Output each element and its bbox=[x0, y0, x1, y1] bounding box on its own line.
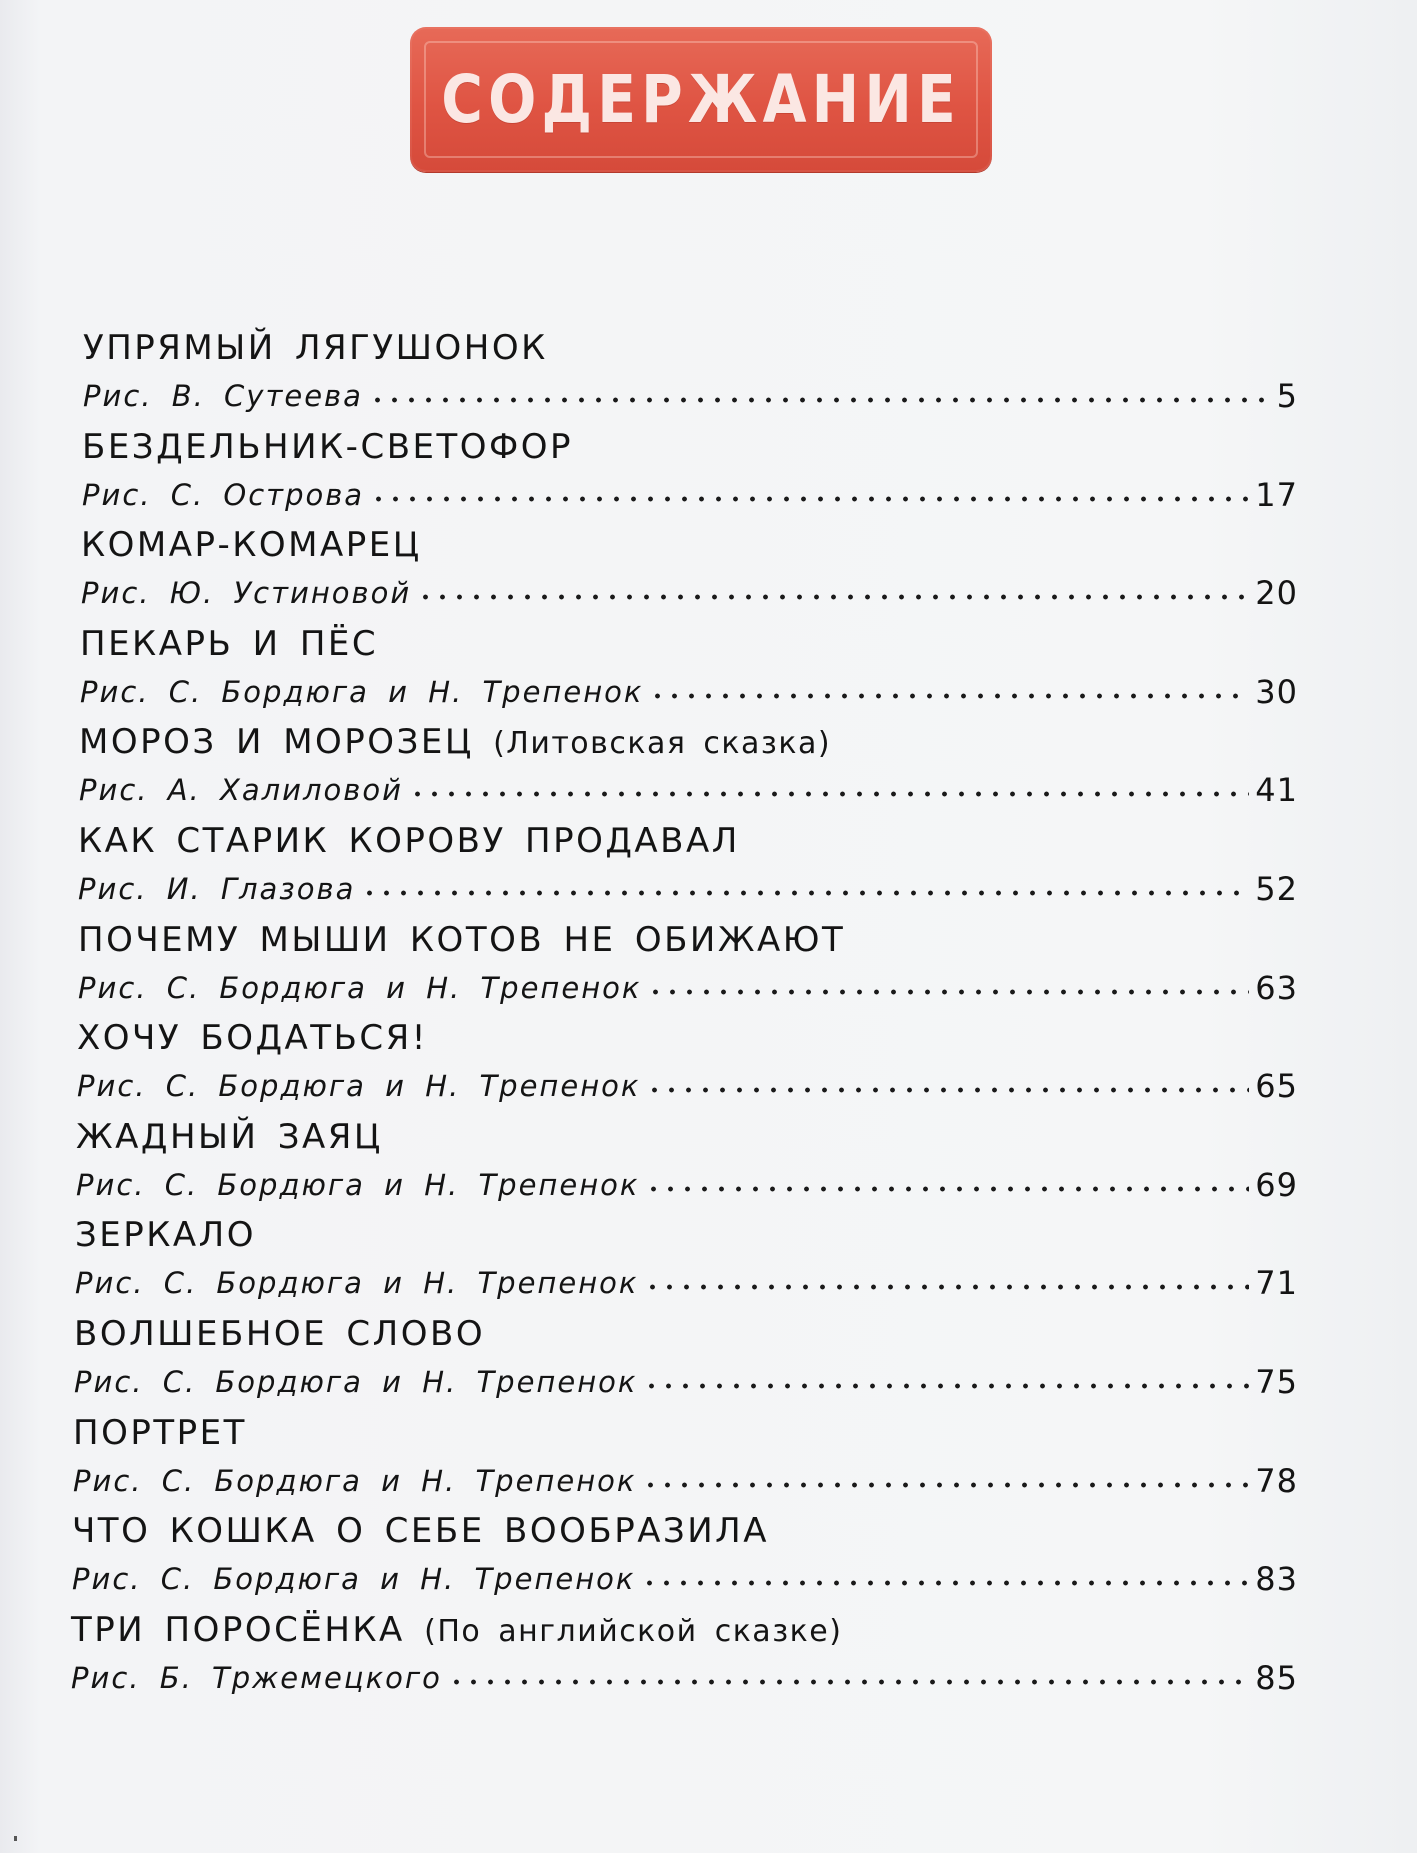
entry-credit-line bbox=[80, 666, 1298, 710]
story-title: УПРЯМЫЙ ЛЯГУШОНОК bbox=[83, 328, 548, 368]
dot-leader bbox=[646, 1085, 1249, 1095]
page-title: СОДЕРЖАНИЕ bbox=[441, 61, 961, 138]
toc-entry bbox=[77, 1018, 1298, 1108]
illustrator-credit: Рис. А. Халиловой bbox=[79, 773, 403, 807]
story-title: ЗЕРКАЛО bbox=[75, 1215, 257, 1255]
entry-title bbox=[74, 1314, 485, 1354]
illustrator-credit: Рис. С. Бордюга и Н. Трепенок bbox=[72, 1562, 636, 1596]
entry-title bbox=[78, 821, 740, 861]
page-number: 65 bbox=[1255, 1067, 1298, 1105]
page-number: 78 bbox=[1255, 1462, 1298, 1500]
story-source-note: (Литовская сказка) bbox=[493, 726, 832, 761]
toc-entry bbox=[75, 1215, 1298, 1305]
story-title: КАК СТАРИК КОРОВУ ПРОДАВАЛ bbox=[78, 821, 740, 861]
illustrator-credit: Рис. В. Сутеева bbox=[83, 379, 363, 413]
dot-leader bbox=[645, 1184, 1249, 1194]
page-number: 17 bbox=[1255, 476, 1298, 514]
dot-leader bbox=[361, 888, 1249, 898]
story-title: ТРИ ПОРОСЁНКА bbox=[71, 1610, 405, 1650]
toc-entry bbox=[76, 1117, 1298, 1207]
entry-title bbox=[72, 1511, 769, 1551]
entry-title bbox=[79, 722, 831, 764]
entry-credit-line bbox=[81, 567, 1298, 611]
dot-leader bbox=[643, 1381, 1249, 1391]
page-number: 30 bbox=[1255, 673, 1298, 711]
illustrator-credit: Рис. С. Бордюга и Н. Трепенок bbox=[76, 1168, 640, 1202]
entry-title bbox=[81, 525, 422, 565]
entry-credit-line bbox=[78, 962, 1298, 1006]
illustrator-credit: Рис. С. Бордюга и Н. Трепенок bbox=[74, 1365, 638, 1399]
illustrator-credit: Рис. С. Бордюга и Н. Трепенок bbox=[80, 675, 644, 709]
entry-title bbox=[75, 1215, 256, 1255]
entry-title bbox=[78, 920, 845, 960]
toc-entry bbox=[81, 525, 1298, 615]
illustrator-credit: Рис. С. Бордюга и Н. Трепенок bbox=[78, 971, 642, 1005]
toc-entry bbox=[82, 427, 1298, 517]
entry-title bbox=[80, 624, 378, 664]
entry-credit-line bbox=[75, 1257, 1298, 1301]
page-number: 71 bbox=[1255, 1264, 1298, 1302]
entry-credit-line bbox=[73, 1455, 1298, 1499]
page-number: 41 bbox=[1255, 771, 1298, 809]
dot-leader bbox=[370, 494, 1249, 504]
illustrator-credit: Рис. И. Глазова bbox=[78, 872, 356, 906]
story-title: МОРОЗ И МОРОЗЕЦ bbox=[79, 722, 474, 762]
entry-credit-line bbox=[76, 1159, 1298, 1203]
entry-credit-line bbox=[74, 1356, 1298, 1400]
page-number: 63 bbox=[1255, 969, 1298, 1007]
story-title: ПЕКАРЬ И ПЁС bbox=[80, 624, 379, 664]
page-number: 69 bbox=[1255, 1166, 1298, 1204]
entry-title bbox=[76, 1117, 383, 1157]
entry-credit-line bbox=[78, 863, 1298, 907]
illustrator-credit: Рис. С. Бордюга и Н. Трепенок bbox=[73, 1464, 637, 1498]
story-source-note: (По английской сказке) bbox=[424, 1614, 843, 1649]
dot-leader bbox=[369, 395, 1271, 405]
dot-leader bbox=[649, 691, 1249, 701]
entry-title bbox=[83, 328, 548, 368]
entry-credit-line bbox=[82, 469, 1298, 513]
toc-entry bbox=[83, 328, 1298, 418]
story-title: ПОРТРЕТ bbox=[73, 1413, 247, 1453]
story-title: ЧТО КОШКА О СЕБЕ ВООБРАЗИЛА bbox=[72, 1511, 770, 1551]
toc-entry bbox=[80, 624, 1298, 714]
toc-entry bbox=[79, 722, 1298, 812]
entry-title bbox=[73, 1413, 247, 1453]
illustrator-credit: Рис. Ю. Устиновой bbox=[81, 576, 412, 610]
toc-entry bbox=[72, 1511, 1298, 1601]
entry-credit-line bbox=[71, 1652, 1298, 1696]
illustrator-credit: Рис. С. Бордюга и Н. Трепенок bbox=[75, 1266, 639, 1300]
toc-entry bbox=[71, 1610, 1298, 1700]
entry-credit-line bbox=[79, 764, 1298, 808]
entry-title bbox=[82, 427, 573, 467]
illustrator-credit: Рис. С. Бордюга и Н. Трепенок bbox=[77, 1069, 641, 1103]
story-title: КОМАР-КОМАРЕЦ bbox=[81, 525, 422, 565]
illustrator-credit: Рис. С. Острова bbox=[82, 478, 365, 512]
dot-leader bbox=[642, 1480, 1249, 1490]
toc-entry bbox=[78, 920, 1298, 1010]
entry-credit-line bbox=[77, 1060, 1298, 1104]
page-number: 85 bbox=[1255, 1659, 1298, 1697]
toc-entry bbox=[74, 1314, 1298, 1404]
dot-leader bbox=[448, 1677, 1249, 1687]
story-title: ПОЧЕМУ МЫШИ КОТОВ НЕ ОБИЖАЮТ bbox=[78, 920, 846, 960]
story-title: ВОЛШЕБНОЕ СЛОВО bbox=[74, 1314, 486, 1354]
entry-title bbox=[77, 1018, 428, 1058]
dot-leader bbox=[644, 1282, 1249, 1292]
page-number: 52 bbox=[1255, 870, 1298, 908]
dot-leader bbox=[409, 789, 1249, 799]
toc-entry bbox=[78, 821, 1298, 911]
entry-credit-line bbox=[72, 1553, 1298, 1597]
entry-credit-line bbox=[83, 370, 1298, 414]
dot-leader bbox=[641, 1578, 1249, 1588]
dot-leader bbox=[647, 987, 1249, 997]
illustrator-credit: Рис. Б. Тржемецкого bbox=[71, 1661, 442, 1695]
story-title: ЖАДНЫЙ ЗАЯЦ bbox=[76, 1117, 383, 1157]
dot-leader bbox=[417, 592, 1249, 602]
page-number: 5 bbox=[1276, 377, 1298, 415]
entry-title bbox=[71, 1610, 842, 1652]
page-number: 20 bbox=[1255, 574, 1298, 612]
toc-entry bbox=[73, 1413, 1298, 1503]
story-title: БЕЗДЕЛЬНИК-СВЕТОФОР bbox=[82, 427, 574, 467]
story-title: ХОЧУ БОДАТЬСЯ! bbox=[77, 1018, 428, 1058]
page-number: 83 bbox=[1255, 1560, 1298, 1598]
page-number: 75 bbox=[1255, 1363, 1298, 1401]
print-mark bbox=[14, 1836, 17, 1841]
